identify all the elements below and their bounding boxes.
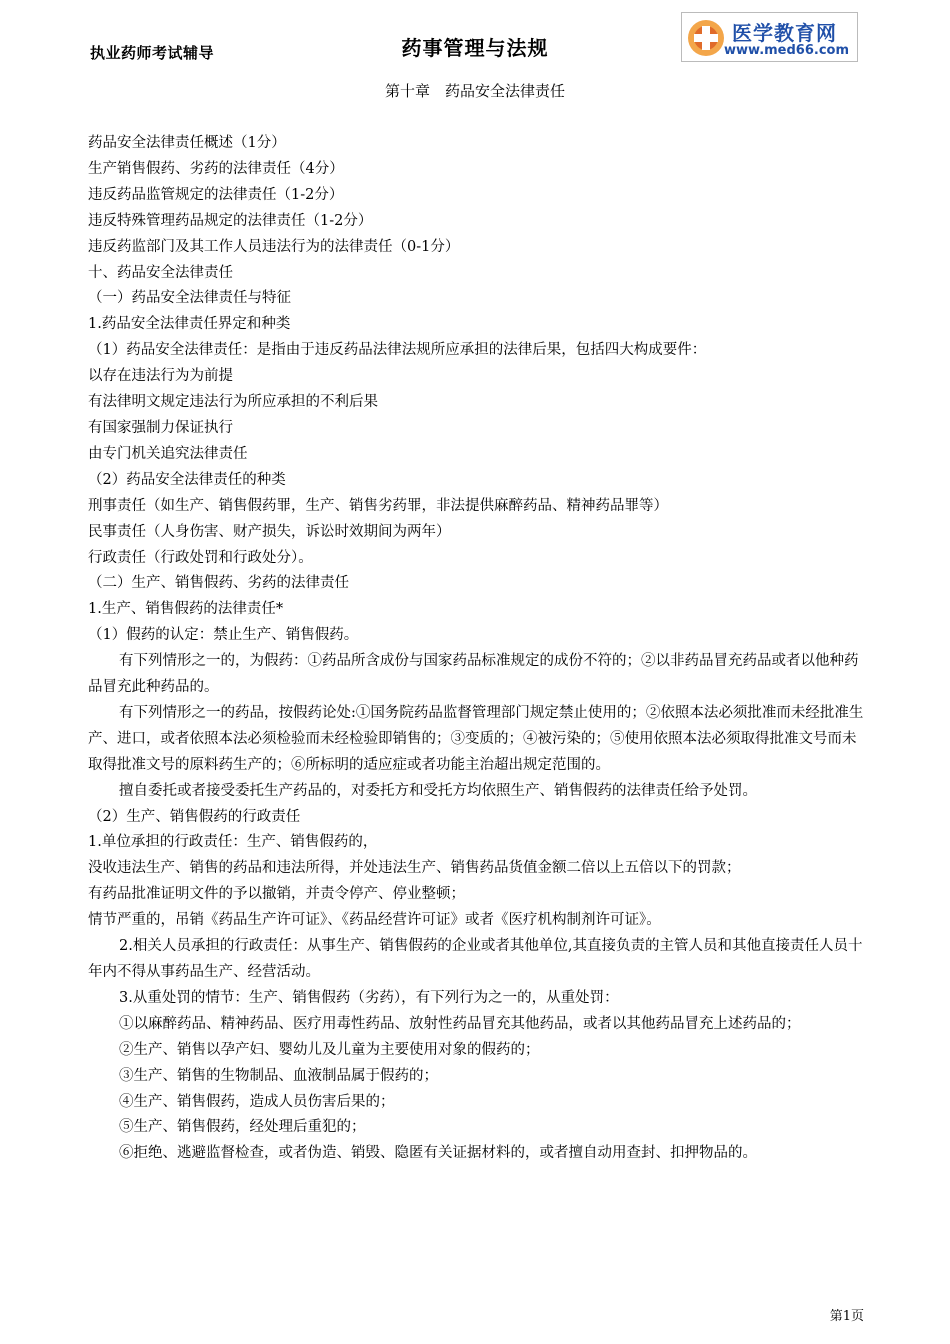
logo-name: 医学教育网 [732,21,837,45]
text-line: 情节严重的，吊销《药品生产许可证》、《药品经营许可证》或者《医疗机构制剂许可证》。 [88,912,661,929]
text-line: 1.单位承担的行政责任：生产、销售假药的， [88,834,378,851]
text-line: 违反药监部门及其工作人员违法行为的法律责任（0-1分） [88,238,460,255]
paragraph: ⑤生产、销售假药，经处理后重犯的； [119,1119,366,1136]
paragraph: 2.相关人员承担的行政责任：从事生产、销售假药的企业或者其他单位,其直接负责的主管人员和其他直接责任人员十年内不得从事药品生产、经营活动。 [88,938,863,980]
text-line: 药品安全法律责任概述（1分） [88,135,286,151]
section-heading: 十、药品安全法律责任 [88,264,233,281]
text-line: （一）药品安全法律责任与特征 [88,290,291,307]
chapter-title: 第十章 药品安全法律责任 [384,82,565,100]
paragraph: 有下列情形之一的药品，按假药论处:①国务院药品监督管理部门规定禁止使用的；②依照本法必须批准而未经批准生产、进口，或者依照本法必须检验而未经检验即销售的；③变质的；④被污染的；⑤使用依照本法必须取得批准文号而未取得批准文号的原料药生产的；⑥所标明的适应症或者功能主治超出规定范围的。 [88,704,864,773]
text-line: 1.生产、销售假药的法律责任* [88,601,284,618]
text-line: 由专门机关追究法律责任 [88,445,248,462]
paragraph: ②生产、销售以孕产妇、婴幼儿及儿童为主要使用对象的假药的； [119,1041,540,1058]
text-line: （2）生产、销售假药的行政责任 [88,808,301,825]
text-line: （1）药品安全法律责任：是指由于违反药品法律法规所应承担的法律后果，包括四大构成要件： [88,342,707,359]
paragraph: ④生产、销售假药，造成人员伤害后果的； [119,1093,395,1110]
site-logo[interactable] [681,12,858,62]
text-line: 行政责任（行政处罚和行政处分）。 [88,549,313,566]
document-title: 药事管理与法规 [401,36,549,60]
text-line: 有药品批准证明文件的予以撤销，并责令停产、停业整顿； [88,886,465,903]
text-line: （2）药品安全法律责任的种类 [88,471,286,488]
paragraph: ⑥拒绝、逃避监督检查，或者伪造、销毁、隐匿有关证据材料的，或者擅自动用查封、扣押物品的。 [119,1145,757,1162]
text-line: 有法律明文规定违法行为所应承担的不利后果 [88,394,378,411]
text-line: 生产销售假药、劣药的法律责任（4分） [88,160,344,177]
paragraph: 有下列情形之一的，为假药：①药品所含成份与国家药品标准规定的成份不符的；②以非药品冒充药品或者以他种药品冒充此种药品的。 [88,653,859,696]
paragraph: ①以麻醉药品、精神药品、医疗用毒性药品、放射性药品冒充其他药品，或者以其他药品冒充上述药品的； [119,1015,801,1032]
text-line: （二）生产、销售假药、劣药的法律责任 [88,575,349,592]
paragraph: 3.从重处罚的情节：生产、销售假药（劣药），有下列行为之一的，从重处罚： [119,989,619,1006]
text-line: 刑事责任（如生产、销售假药罪，生产、销售劣药罪，非法提供麻醉药品、精神药品罪等） [88,497,668,514]
logo-url[interactable]: www.med66.com [724,43,850,58]
paragraph: ③生产、销售的生物制品、血液制品属于假药的； [119,1067,438,1084]
page-number: 第1页 [829,1309,864,1324]
text-line: 违反特殊管理药品规定的法律责任（1-2分） [88,212,373,229]
paragraph: 擅自委托或者接受委托生产药品的，对委托方和受托方均依照生产、销售假药的法律责任给予处罚。 [119,782,757,799]
text-line: 1.药品安全法律责任界定和种类 [88,316,291,333]
header-left-text: 执业药师考试辅导 [90,44,215,62]
document-body [88,131,864,1167]
text-line: 违反药品监管规定的法律责任（1-2分） [88,186,344,203]
text-line: 没收违法生产、销售的药品和违法所得，并处违法生产、销售药品货值金额二倍以上五倍以下的罚款； [88,860,741,877]
text-line: （1）假药的认定：禁止生产、销售假药。 [88,627,359,644]
text-line: 以存在违法行为为前提 [88,368,233,385]
text-line: 有国家强制力保证执行 [88,419,233,436]
medical-cross-logo-icon [686,18,726,58]
text-line: 民事责任（人身伤害、财产损失，诉讼时效期间为两年） [88,523,451,540]
